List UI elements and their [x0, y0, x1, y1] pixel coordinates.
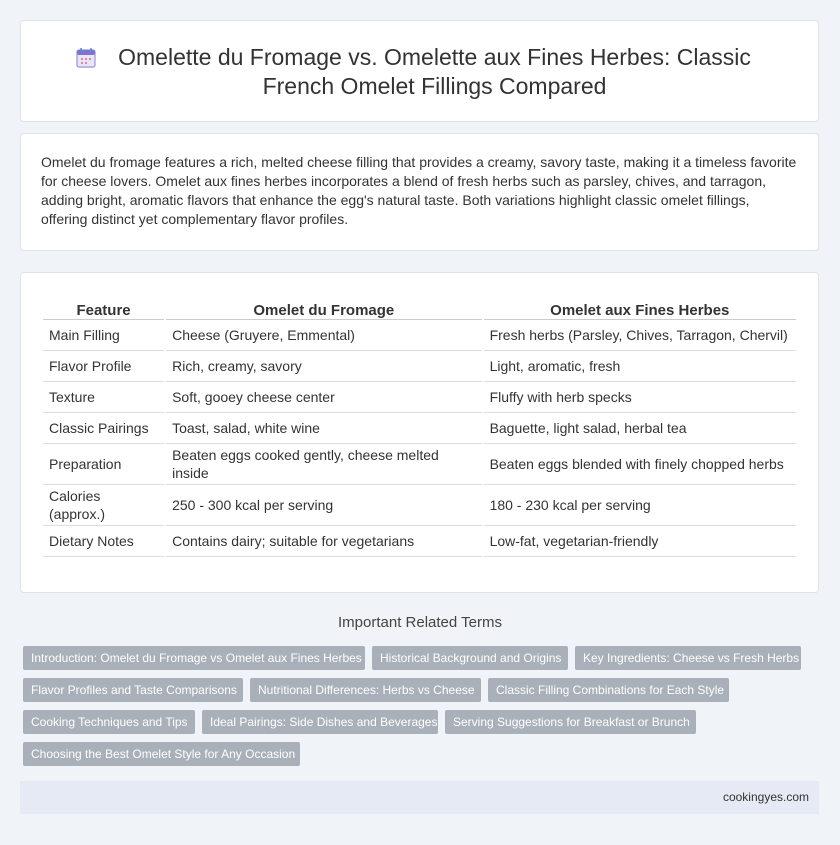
tag-link[interactable]: Serving Suggestions for Breakfast or Brunch [445, 710, 696, 734]
related-terms-heading: Important Related Terms [338, 614, 502, 631]
title-card [20, 20, 819, 122]
site-credit[interactable]: cookingyes.com [722, 790, 809, 804]
table-cell: Texture [43, 382, 164, 413]
comparison-table [41, 293, 798, 557]
table-header-herbes: Omelet aux Fines Herbes [484, 293, 796, 320]
table-cell: Fresh herbs (Parsley, Chives, Tarragon, Chervil) [484, 320, 796, 351]
table-cell: Fluffy with herb specks [484, 382, 796, 413]
page-title: Omelette du Fromage vs. Omelette aux Fines Herbes: Classic French Omelet Fillings Compared [118, 44, 751, 99]
comparison-table-card [20, 272, 819, 593]
table-cell: Main Filling [43, 320, 164, 351]
intro-paragraph: Omelet du fromage features a rich, melted cheese filling that provides a creamy, savory taste, making it a timeless favorite for cheese lovers. Omelet aux fines herbes incorporates a blend of fresh herbs such as parsley, chives, and tarragon, adding bright, aromatic flavors that enhance the egg's natural taste. Both variations highlight classic omelet fillings, offering distinct yet complementary flavor profiles. [41, 154, 797, 227]
tag-link[interactable]: Flavor Profiles and Taste Comparisons [23, 678, 243, 702]
table-row [43, 320, 796, 351]
table-cell: 250 - 300 kcal per serving [166, 485, 481, 526]
tag-link[interactable]: Choosing the Best Omelet Style for Any Occasion [23, 742, 300, 766]
table-header-fromage: Omelet du Fromage [166, 293, 481, 320]
tag-link[interactable]: Nutritional Differences: Herbs vs Cheese [250, 678, 481, 702]
tag-link[interactable]: Introduction: Omelet du Fromage vs Omelet aux Fines Herbes [23, 646, 365, 670]
table-cell: Dietary Notes [43, 526, 164, 557]
table-cell: Low-fat, vegetarian-friendly [484, 526, 796, 557]
table-cell: Toast, salad, white wine [166, 413, 481, 444]
table-cell: Preparation [43, 444, 164, 485]
table-cell: Beaten eggs cooked gently, cheese melted inside [166, 444, 481, 485]
tag-link[interactable]: Ideal Pairings: Side Dishes and Beverages [202, 710, 438, 734]
intro-card [20, 133, 819, 251]
tag-link[interactable]: Key Ingredients: Cheese vs Fresh Herbs [575, 646, 801, 670]
table-row [43, 351, 796, 382]
table-cell: Classic Pairings [43, 413, 164, 444]
table-cell: Light, aromatic, fresh [484, 351, 796, 382]
table-cell: Rich, creamy, savory [166, 351, 481, 382]
table-row [43, 485, 796, 526]
table-row [43, 526, 796, 557]
table-cell: Beaten eggs blended with finely chopped herbs [484, 444, 796, 485]
tag-link[interactable]: Historical Background and Origins [372, 646, 568, 670]
table-row [43, 444, 796, 485]
table-cell: Flavor Profile [43, 351, 164, 382]
table-row [43, 413, 796, 444]
table-header-feature: Feature [43, 293, 164, 320]
table-row [43, 382, 796, 413]
table-cell: Contains dairy; suitable for vegetarians [166, 526, 481, 557]
tag-link[interactable]: Cooking Techniques and Tips [23, 710, 195, 734]
table-cell: Soft, gooey cheese center [166, 382, 481, 413]
footer [20, 781, 819, 814]
table-cell: Baguette, light salad, herbal tea [484, 413, 796, 444]
table-cell: 180 - 230 kcal per serving [484, 485, 796, 526]
tag-link[interactable]: Classic Filling Combinations for Each Style [488, 678, 729, 702]
table-cell: Calories (approx.) [43, 485, 164, 526]
table-cell: Cheese (Gruyere, Emmental) [166, 320, 481, 351]
